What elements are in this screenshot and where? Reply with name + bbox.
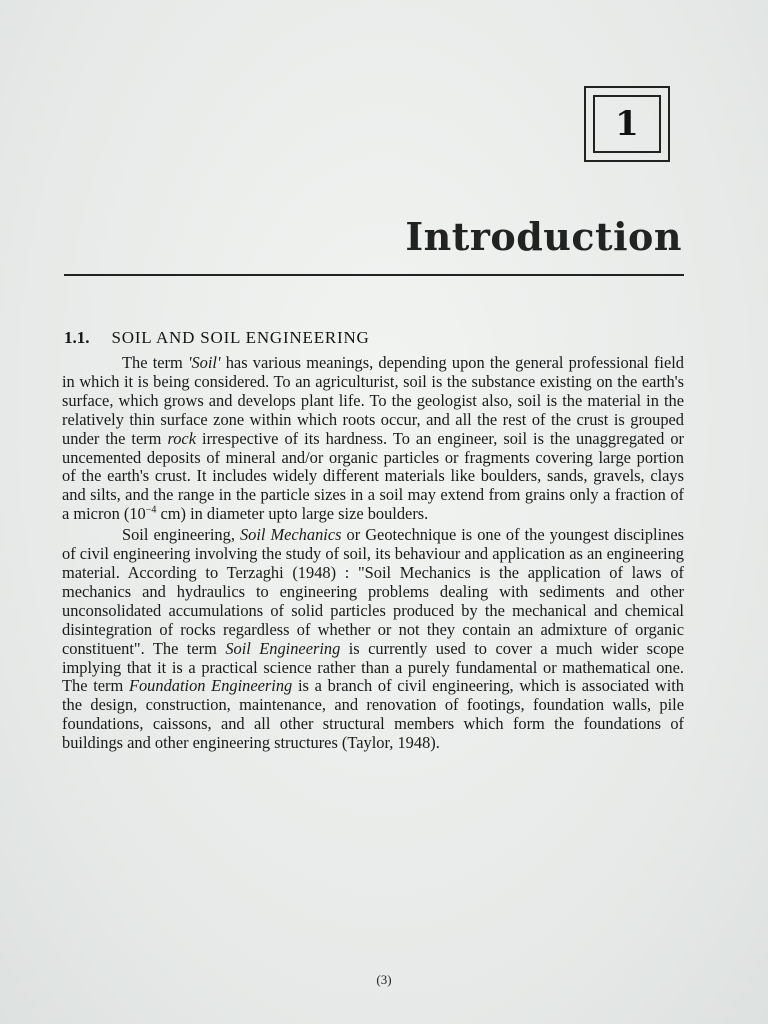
p1-text-2: has various meanings, depending upon the general professional field in which it is being considered. To an agriculturist, soil is the substance existing on the earth's surface, which grows and develops plant life. To the geologist also, soil is the material in the relatively thin surface zone within which roots occur, and all the rest of the crust is grouped under the term (62, 353, 685, 448)
p2-italic-3: Foundation Engineering (128, 676, 293, 696)
title-divider (64, 274, 684, 276)
p2-text-1: Soil engineering, (122, 525, 240, 545)
body-text (62, 354, 684, 755)
section-number: 1.1. (64, 328, 90, 347)
page-number: (3) (376, 972, 392, 987)
p2-italic-2: Soil Engineering (225, 638, 341, 658)
section-heading (64, 328, 370, 348)
p1-italic-1: 'Soil' (187, 353, 221, 372)
p1-superscript: −4 (145, 504, 157, 516)
paragraph-1 (62, 354, 684, 524)
chapter-title: Introduction (405, 214, 682, 259)
paragraph-2 (62, 526, 684, 753)
p2-text-3: is currently used to cover a much wider scope implying that it is a practical science rather than a purely fundamental or mathematical one. The term (62, 638, 685, 696)
p1-text-3: irrespective of its hardness. To an engineer, soil is the unaggregated or uncemented deposits of mineral and/or organic particles or fragments covering large portion of the earth's crust. It includes widely different materials like boulders, sands, gravels, clays and silts, and the range in the particle sizes in a soil may extend from grains only a fraction of a micron (10 (62, 428, 684, 524)
p2-text-2: or Geotechnique is one of the youngest disciplines of civil engineering involving the study of soil, its behaviour and application as an engineering material. According to Terzaghi (1948) : "Soil Mechanics is the application of laws of mechanics and hydraulics to engineering problems dealing with sediments and other unconsolidated accumulations of solid particles produced by the mechanical and chemical disintegration of rocks regardless of whether or not they contain an admixture of organic constituent". The term (62, 525, 684, 658)
p1-text-4: cm) in diameter upto large size boulders. (156, 504, 429, 524)
section-title: SOIL AND SOIL ENGINEERING (111, 328, 370, 347)
p1-italic-2: rock (167, 428, 196, 448)
chapter-number-box (584, 86, 670, 162)
chapter-number: 1 (593, 95, 661, 153)
p1-text-1: The term (122, 353, 188, 372)
p2-text-4: is a branch of civil engineering, which is associated with the design, construction, maintenance, and renovation of footings, foundation walls, pile foundations, caissons, and all other structural members which form the foundations of buildings and other engineering structures (Taylor, 1948). (62, 676, 684, 753)
p2-italic-1: Soil Mechanics (239, 525, 342, 545)
